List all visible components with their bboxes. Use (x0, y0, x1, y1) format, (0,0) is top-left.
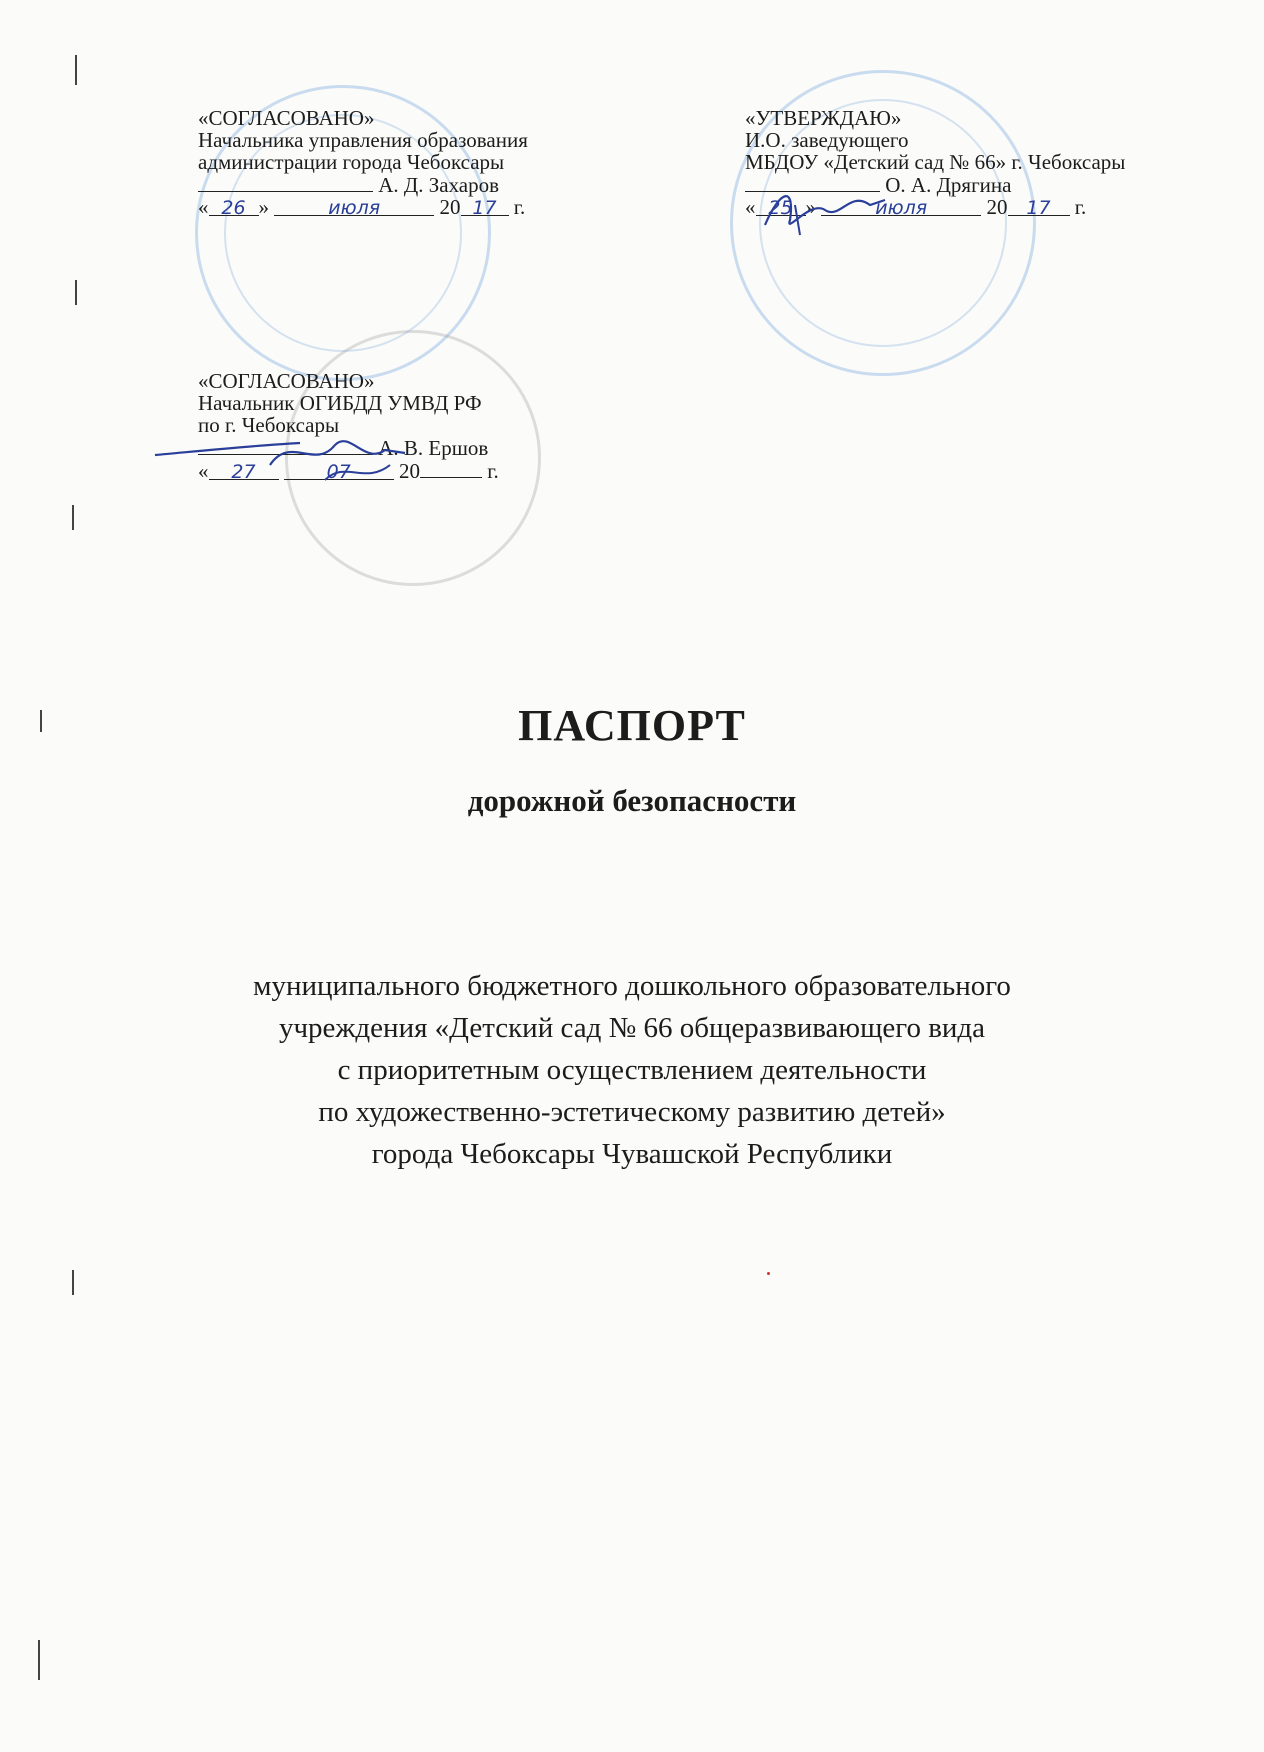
approval-organization: по г. Чебоксары (198, 413, 340, 437)
scan-mark (75, 280, 77, 305)
approval-organization: МБДОУ «Детский сад № 66» г. Чебоксары (745, 150, 1126, 174)
date-month: 07 (284, 461, 394, 480)
approval-heading: «УТВЕРЖДАЮ» (745, 106, 902, 130)
signature-right-top (755, 180, 895, 240)
approval-date-line: « 25 » июля 20 17 г. (745, 195, 1087, 219)
approval-position: Начальник ОГИБДД УМВД РФ (198, 391, 482, 415)
scan-mark (75, 55, 77, 85)
date-year-unit: г. (1074, 195, 1087, 219)
approval-date-line: « 26 » июля 20 17 г. (198, 195, 526, 219)
date-day: 26 (209, 197, 259, 216)
approval-heading: «СОГЛАСОВАНО» (198, 106, 375, 130)
approval-signature-line (198, 173, 528, 196)
date-year-suffix: 17 (461, 197, 509, 216)
date-year-unit: г. (513, 195, 526, 219)
date-day: 25 (756, 197, 806, 216)
date-year-unit: г. (487, 459, 499, 483)
date-year-prefix: 20 (986, 195, 1008, 219)
approval-name: А. Д. Захаров (378, 173, 500, 197)
document-title: ПАСПОРТ (518, 701, 746, 750)
approval-position: Начальника управления образования (198, 128, 528, 152)
scan-mark (72, 1270, 74, 1295)
date-day: 27 (209, 461, 279, 480)
approval-name: О. А. Дрягина (885, 173, 1012, 197)
scan-mark (38, 1640, 40, 1680)
approval-heading: «СОГЛАСОВАНО» (198, 369, 375, 393)
signature-underline (198, 173, 373, 192)
date-year-blank (420, 459, 482, 478)
date-month: июля (821, 197, 981, 216)
scan-mark (72, 505, 74, 530)
approval-name: А. В. Ершов (378, 436, 489, 460)
institution-name (0, 965, 1264, 1175)
approval-left-top (198, 107, 528, 218)
date-month: июля (274, 197, 434, 216)
approval-date-line: « 27 07 20 г. (198, 459, 499, 483)
approval-position: И.О. заведующего (745, 128, 909, 152)
date-year-prefix: 20 (439, 195, 461, 219)
date-year-suffix: 17 (1008, 197, 1070, 216)
document-subtitle: дорожной безопасности (467, 783, 797, 818)
institution-line: города Чебоксары Чувашской Республики (371, 1138, 893, 1170)
institution-line: с приоритетным осуществлением деятельности (337, 1054, 927, 1086)
institution-line: муниципального бюджетного дошкольного образовательного (253, 970, 1011, 1002)
institution-line: учреждения «Детский сад № 66 общеразвивающего вида (278, 1012, 986, 1044)
approval-organization: администрации города Чебоксары (198, 150, 505, 174)
signature-left-bottom (150, 425, 410, 495)
red-dot (767, 1272, 770, 1275)
institution-line: по художественно-эстетическому развитию детей» (318, 1096, 946, 1128)
date-year-prefix: 20 (399, 459, 420, 483)
